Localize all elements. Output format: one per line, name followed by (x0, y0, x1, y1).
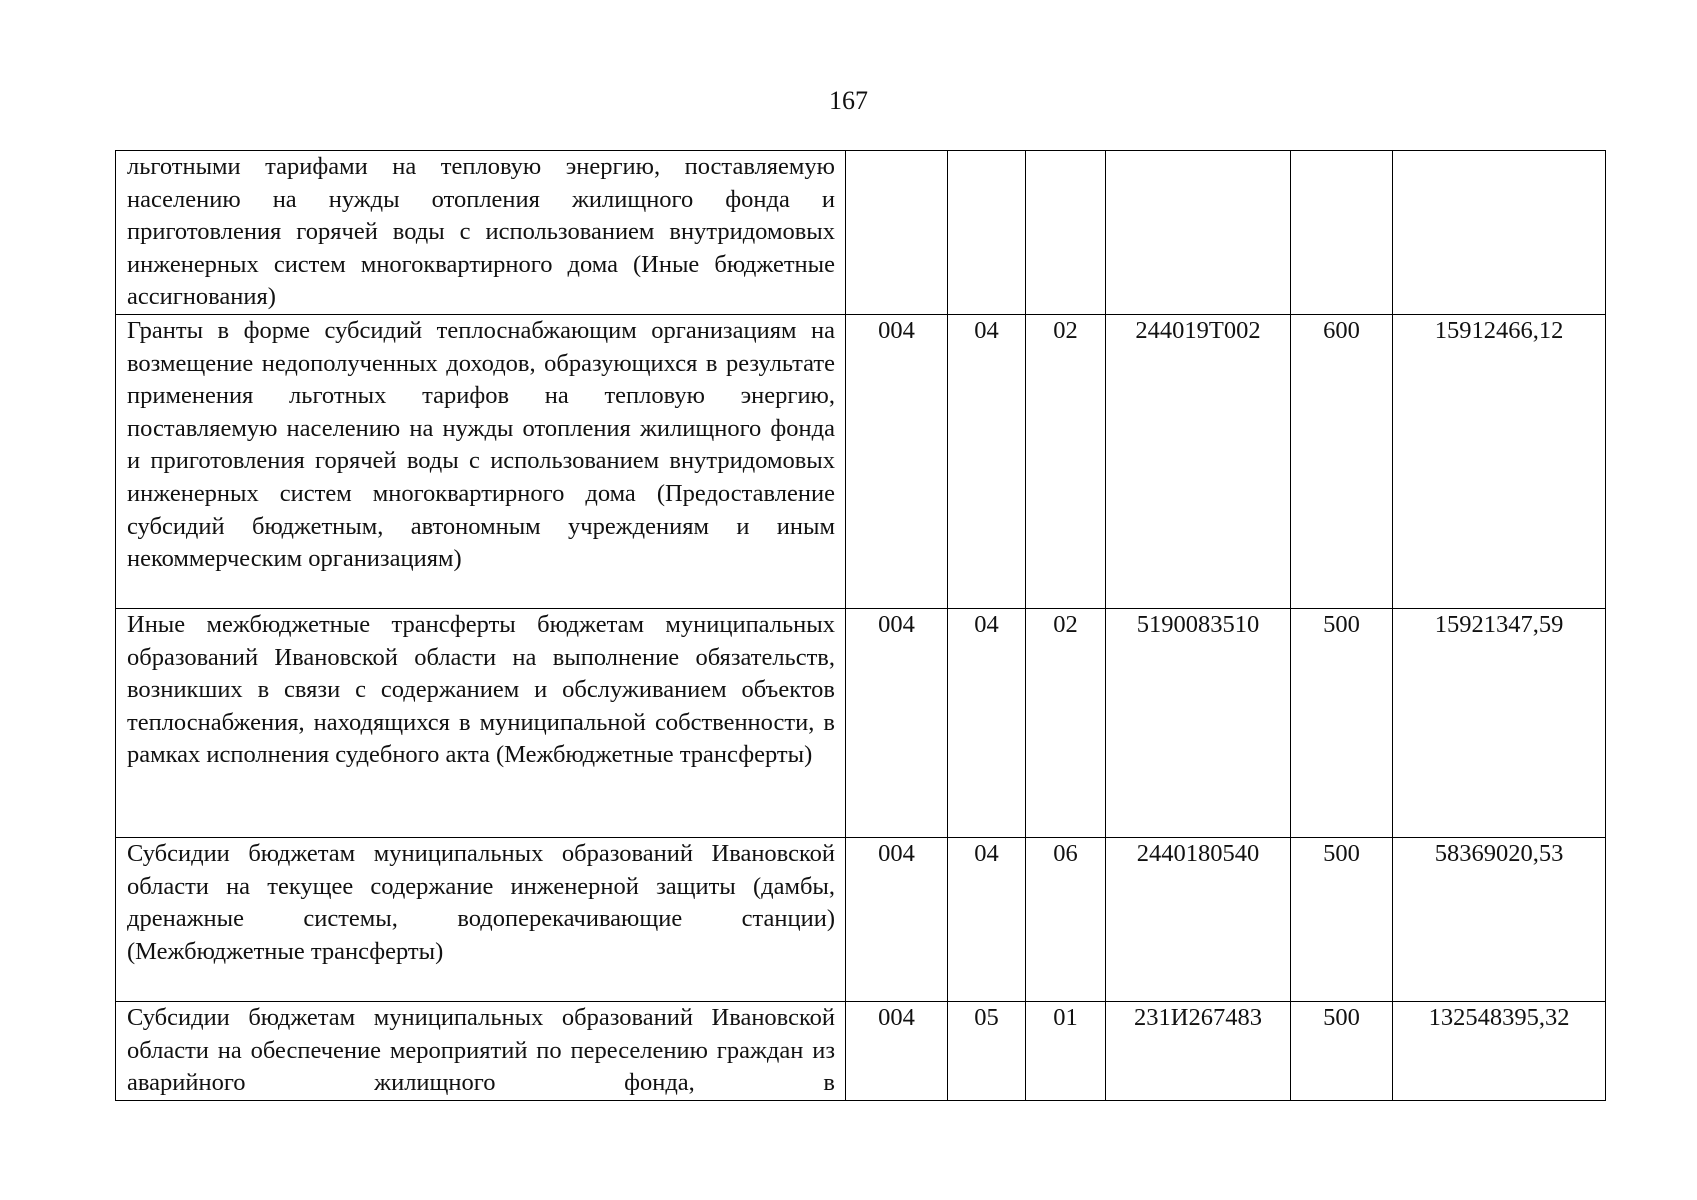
row-admin-code (846, 151, 948, 315)
row-amount (1393, 151, 1606, 315)
row-expense-type-code: 500 (1291, 838, 1393, 1002)
row-section-code: 04 (948, 838, 1026, 1002)
row-admin-code: 004 (846, 315, 948, 609)
page-number: 167 (829, 86, 868, 115)
row-target-code (1106, 151, 1291, 315)
row-target-code: 5190083510 (1106, 609, 1291, 838)
row-expense-type-code: 500 (1291, 1002, 1393, 1101)
row-amount: 15921347,59 (1393, 609, 1606, 838)
table-row (116, 838, 1606, 1002)
row-description: льготными тарифами на тепловую энергию, поставляемую населению на нужды отопления жилищного фонда и приготовления горячей воды с использованием внутридомовых инженерных систем многоквартирного дома (Иные бюджетные ассигнования) (116, 151, 846, 315)
row-target-code: 231И267483 (1106, 1002, 1291, 1101)
row-admin-code: 004 (846, 609, 948, 838)
row-admin-code: 004 (846, 1002, 948, 1101)
row-section-code: 04 (948, 609, 1026, 838)
row-subsection-code: 02 (1026, 315, 1106, 609)
row-target-code: 244019Т002 (1106, 315, 1291, 609)
row-description: Субсидии бюджетам муниципальных образований Ивановской области на текущее содержание инженерной защиты (дамбы, дренажные системы, водоперекачивающие станции) (Межбюджетные трансферты) (116, 838, 846, 1002)
row-subsection-code: 02 (1026, 609, 1106, 838)
table-row (116, 609, 1606, 838)
row-section-code (948, 151, 1026, 315)
row-description: Иные межбюджетные трансферты бюджетам муниципальных образований Ивановской области на выполнение обязательств, возникших в связи с содержанием и обслуживанием объектов теплоснабжения, находящихся в муниципальной собственности, в рамках исполнения судебного акта (Межбюджетные трансферты) (116, 609, 846, 838)
row-section-code: 05 (948, 1002, 1026, 1101)
table-row (116, 1002, 1606, 1101)
table-row (116, 151, 1606, 315)
row-subsection-code: 06 (1026, 838, 1106, 1002)
row-subsection-code (1026, 151, 1106, 315)
row-expense-type-code: 600 (1291, 315, 1393, 609)
row-subsection-code: 01 (1026, 1002, 1106, 1101)
row-section-code: 04 (948, 315, 1026, 609)
row-amount: 15912466,12 (1393, 315, 1606, 609)
row-expense-type-code (1291, 151, 1393, 315)
row-expense-type-code: 500 (1291, 609, 1393, 838)
table-row (116, 315, 1606, 609)
row-target-code: 2440180540 (1106, 838, 1291, 1002)
row-description: Субсидии бюджетам муниципальных образований Ивановской области на обеспечение мероприятий по переселению граждан из аварийного жилищного фонда, в (116, 1002, 846, 1101)
row-amount: 132548395,32 (1393, 1002, 1606, 1101)
row-description: Гранты в форме субсидий теплоснабжающим организациям на возмещение недополученных доходов, образующихся в результате применения льготных тарифов на тепловую энергию, поставляемую населению на нужды отопления жилищного фонда и приготовления горячей воды с использованием внутридомовых инженерных систем многоквартирного дома (Предоставление субсидий бюджетным, автономным учреждениям и иным некоммерческим организациям) (116, 315, 846, 609)
row-admin-code: 004 (846, 838, 948, 1002)
budget-table (115, 150, 1606, 1101)
row-amount: 58369020,53 (1393, 838, 1606, 1002)
